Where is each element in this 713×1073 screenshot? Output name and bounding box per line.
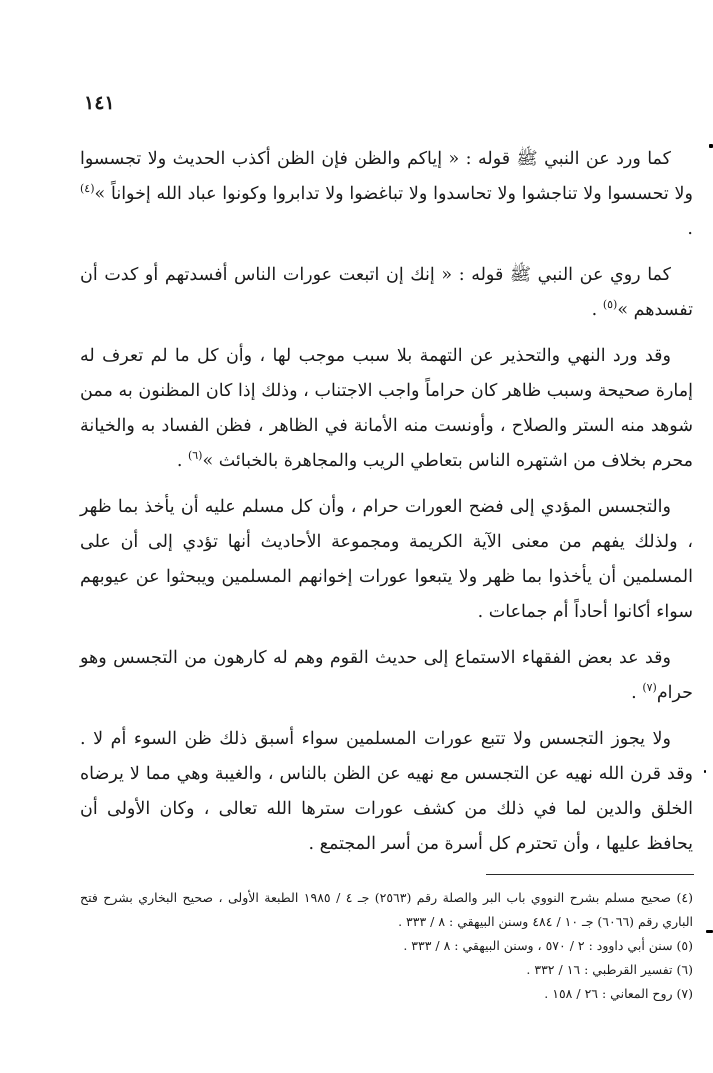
scan-mark: [709, 144, 713, 148]
footnote: (٤) صحيح مسلم بشرح النووي باب البر والصلة رقم (٢٥٦٣) جـ ٤ / ١٩٨٥ الطبعة الأولى ، صحيح البخاري بشرح فتح الباري رقم (٦٠٦٦) جـ ١٠ / ٤٨٤ وسنن البيهقي : ٨ / ٣٣٣ .: [80, 890, 693, 929]
footnote-ref: (٤): [80, 182, 95, 196]
page-number: ١٤١: [84, 92, 115, 114]
paragraph-end: .: [477, 602, 489, 622]
scan-mark: [706, 930, 713, 933]
scan-mark: [704, 770, 706, 773]
body-text: [80, 142, 693, 873]
paragraph-text: ولا يجوز التجسس ولا تتبع عورات المسلمين سواء أسبق ذلك ظن السوء أم لا . وقد قرن الله نهيه عن التجسس مع نهيه عن الظن بالناس ، والغيبة وهي مما لا يرضاه الخلق والدين لما في ذلك من كشف عورات سترها الله تعالى ، وكان الأولى أن يحافظ عليها ، وأن تحترم كل أسرة من أسر المجتمع: [80, 729, 693, 854]
paragraph: [80, 258, 693, 328]
paragraph: [80, 490, 693, 630]
footnote-divider: [486, 874, 694, 875]
paragraph-text: والتجسس المؤدي إلى فضح العورات حرام ، وأن كل مسلم عليه أن يأخذ بما ظهر ، ولذلك يفهم من معنى الآية الكريمة ومجموعة الأحاديث أنها تؤدي إلى أن على المسلمين أن يأخذوا بما ظهر ولا يتبعوا عورات إخوانهم المسلمين ويبحثوا عن عيوبهم سواء أكانوا أحاداً أم جماعات: [80, 497, 693, 622]
paragraph-end: .: [687, 219, 693, 239]
footnote: (٥) سنن أبي داوود : ٢ / ٥٧٠ ، وسنن البيهقي : ٨ / ٣٣٣ .: [403, 938, 693, 953]
paragraph: [80, 722, 693, 862]
paragraph: [80, 339, 693, 479]
paragraph-end: .: [308, 834, 320, 854]
paragraph-text: وقد ورد النهي والتحذير عن التهمة بلا سبب موجب لها ، وأن كل ما لم تعرف له إمارة صحيحة وسبب ظاهر كان حراماً واجب الاجتناب ، وذلك إذا كان المظنون به ممن شوهد منه الستر والصلاح ، وأونست منه الأمانة في الظاهر ، فظن الفساد به والخيانة محرم بخلاف من اشتهره الناس بتعاطي الريب والمجاهرة بالخبائث »: [80, 346, 693, 471]
footnote-ref: (٥): [602, 298, 618, 312]
footnote-ref: (٦): [187, 449, 203, 463]
footnote: (٧) روح المعاني : ٢٦ / ١٥٨ .: [544, 986, 693, 1001]
paragraph-end: .: [176, 451, 188, 471]
paragraph: [80, 142, 693, 247]
paragraph-end: .: [591, 300, 603, 320]
paragraph-text: وقد عد بعض الفقهاء الاستماع إلى حديث القوم وهم له كارهون من التجسس وهو حرام: [80, 648, 693, 703]
paragraph-text: كما ورد عن النبي ﷺ قوله : « إياكم والظن فإن الظن أكذب الحديث ولا تجسسوا ولا تحسسوا ولا تناجشوا ولا تحاسدوا ولا تباغضوا ولا تدابروا وكونوا عباد الله إخواناً »: [80, 149, 693, 204]
paragraph-end: .: [631, 683, 643, 703]
footnote-ref: (٧): [642, 681, 657, 695]
footnote: (٦) تفسير القرطبي : ١٦ / ٣٣٢ .: [526, 962, 693, 977]
paragraph: [80, 641, 693, 711]
paragraph-text: كما روي عن النبي ﷺ قوله : « إنك إن اتبعت عورات الناس أفسدتهم أو كدت أن تفسدهم »: [80, 265, 693, 320]
footnotes: [80, 886, 693, 1006]
